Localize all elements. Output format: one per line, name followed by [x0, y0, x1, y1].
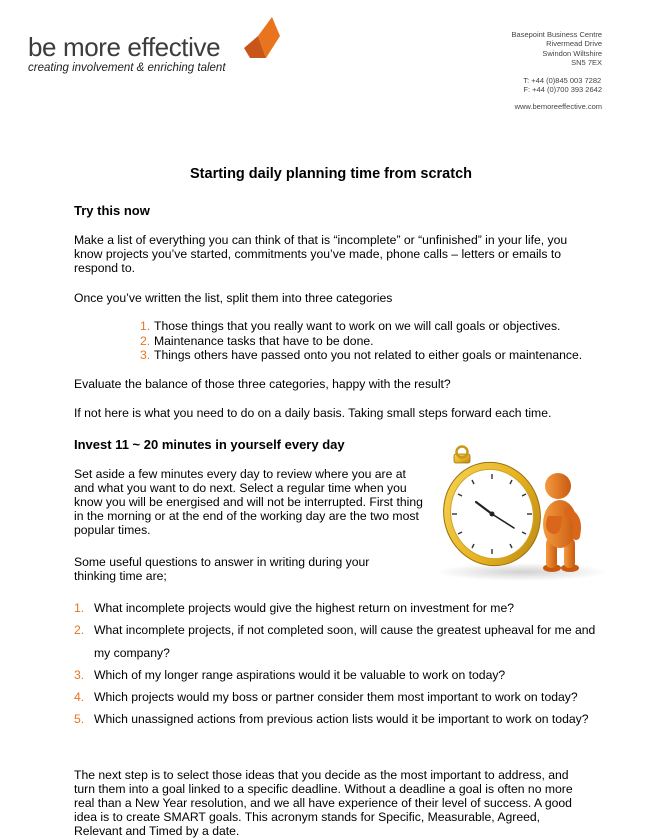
address-line: Basepoint Business Centre	[511, 30, 602, 39]
list-item	[74, 708, 604, 730]
section-heading-invest: Invest 11 ~ 20 minutes in yourself every day	[74, 437, 345, 452]
list-item	[140, 319, 582, 334]
list-number: 1.	[140, 319, 151, 333]
list-text: What incomplete projects would give the highest return on investment for me?	[94, 601, 515, 615]
thinking-person-icon	[543, 473, 579, 572]
brand-tagline: creating involvement & enriching talent	[28, 62, 226, 74]
list-number: 2.	[140, 333, 151, 348]
list-number: 1.	[74, 601, 85, 615]
list-number: 3.	[74, 667, 85, 682]
address-line: Swindon Wiltshire	[542, 48, 602, 58]
list-item	[140, 334, 582, 349]
clock-figure-illustration	[430, 444, 616, 582]
list-number: 4.	[74, 690, 85, 705]
paragraph: Evaluate the balance of those three categories, happy with the result?	[74, 377, 451, 391]
categories-list	[140, 319, 582, 363]
paragraph: Set aside a few minutes every day to review where you are at and what you want to do next. Select a regular time when you know you will be energised and will not be interrupted. First thing in the morning or at the end of the working day are the two most popular times.	[74, 467, 423, 537]
section-heading-try-this-now: Try this now	[74, 203, 150, 218]
phone-number: T: +44 (0)845 003 7282	[523, 75, 602, 85]
list-item	[74, 619, 604, 664]
paragraph: Make a list of everything you can think of that is “incomplete” or “unfinished” in your life, you know projects you’ve started, commitments you’ve made, phone calls – letters or emails to respond to.	[74, 233, 568, 275]
page-title: Starting daily planning time from scratch	[190, 166, 472, 182]
list-text: Things others have passed onto you not related to either goals or maintenance.	[154, 348, 583, 363]
website-link[interactable]: www.bemoreeffective.com	[514, 102, 602, 112]
list-text: Which of my longer range aspirations would it be valuable to work on today?	[94, 667, 506, 682]
paragraph: Some useful questions to answer in writing during your thinking time are;	[74, 555, 370, 583]
paragraph: The next step is to select those ideas that you decide as the most important to address, and turn them into a goal linked to a specific deadline. Without a deadline a goal is often no more real than a New Year resolution, and we all have experience of their level of success. A good idea is to create SMART goals. This acronym stands for Specific, Measurable, Agreed, Relevant and Timed by a date.	[74, 768, 573, 838]
paragraph: If not here is what you need to do on a daily basis. Taking small steps forward each time.	[74, 406, 552, 420]
list-number: 2.	[74, 623, 85, 638]
list-item	[74, 686, 604, 708]
contact-block	[402, 30, 602, 112]
questions-list	[74, 597, 604, 731]
list-item	[140, 348, 582, 363]
list-number: 3.	[140, 348, 151, 363]
list-text: Maintenance tasks that have to be done.	[154, 333, 374, 348]
list-number: 5.	[74, 712, 85, 727]
list-text: Those things that you really want to work on we will call goals or objectives.	[154, 319, 561, 333]
list-item	[74, 664, 604, 686]
list-text: Which unassigned actions from previous action lists would it be important to work on today?	[94, 712, 589, 727]
logo-mark-icon	[232, 14, 280, 58]
fax-number: F: +44 (0)700 393 2642	[523, 85, 602, 95]
address-line: SN5 7EX	[571, 58, 602, 68]
list-item	[74, 597, 604, 619]
paragraph: Once you’ve written the list, split them into three categories	[74, 291, 393, 305]
brand-name: be more effective	[28, 32, 221, 62]
list-text: What incomplete projects, if not completed soon, will cause the greatest upheaval for me and my company?	[94, 623, 596, 660]
address-line: Rivermead Drive	[546, 39, 602, 49]
stopwatch-icon	[430, 447, 553, 579]
brand-logo	[28, 14, 278, 76]
list-text: Which projects would my boss or partner consider them most important to work on today?	[94, 690, 578, 705]
